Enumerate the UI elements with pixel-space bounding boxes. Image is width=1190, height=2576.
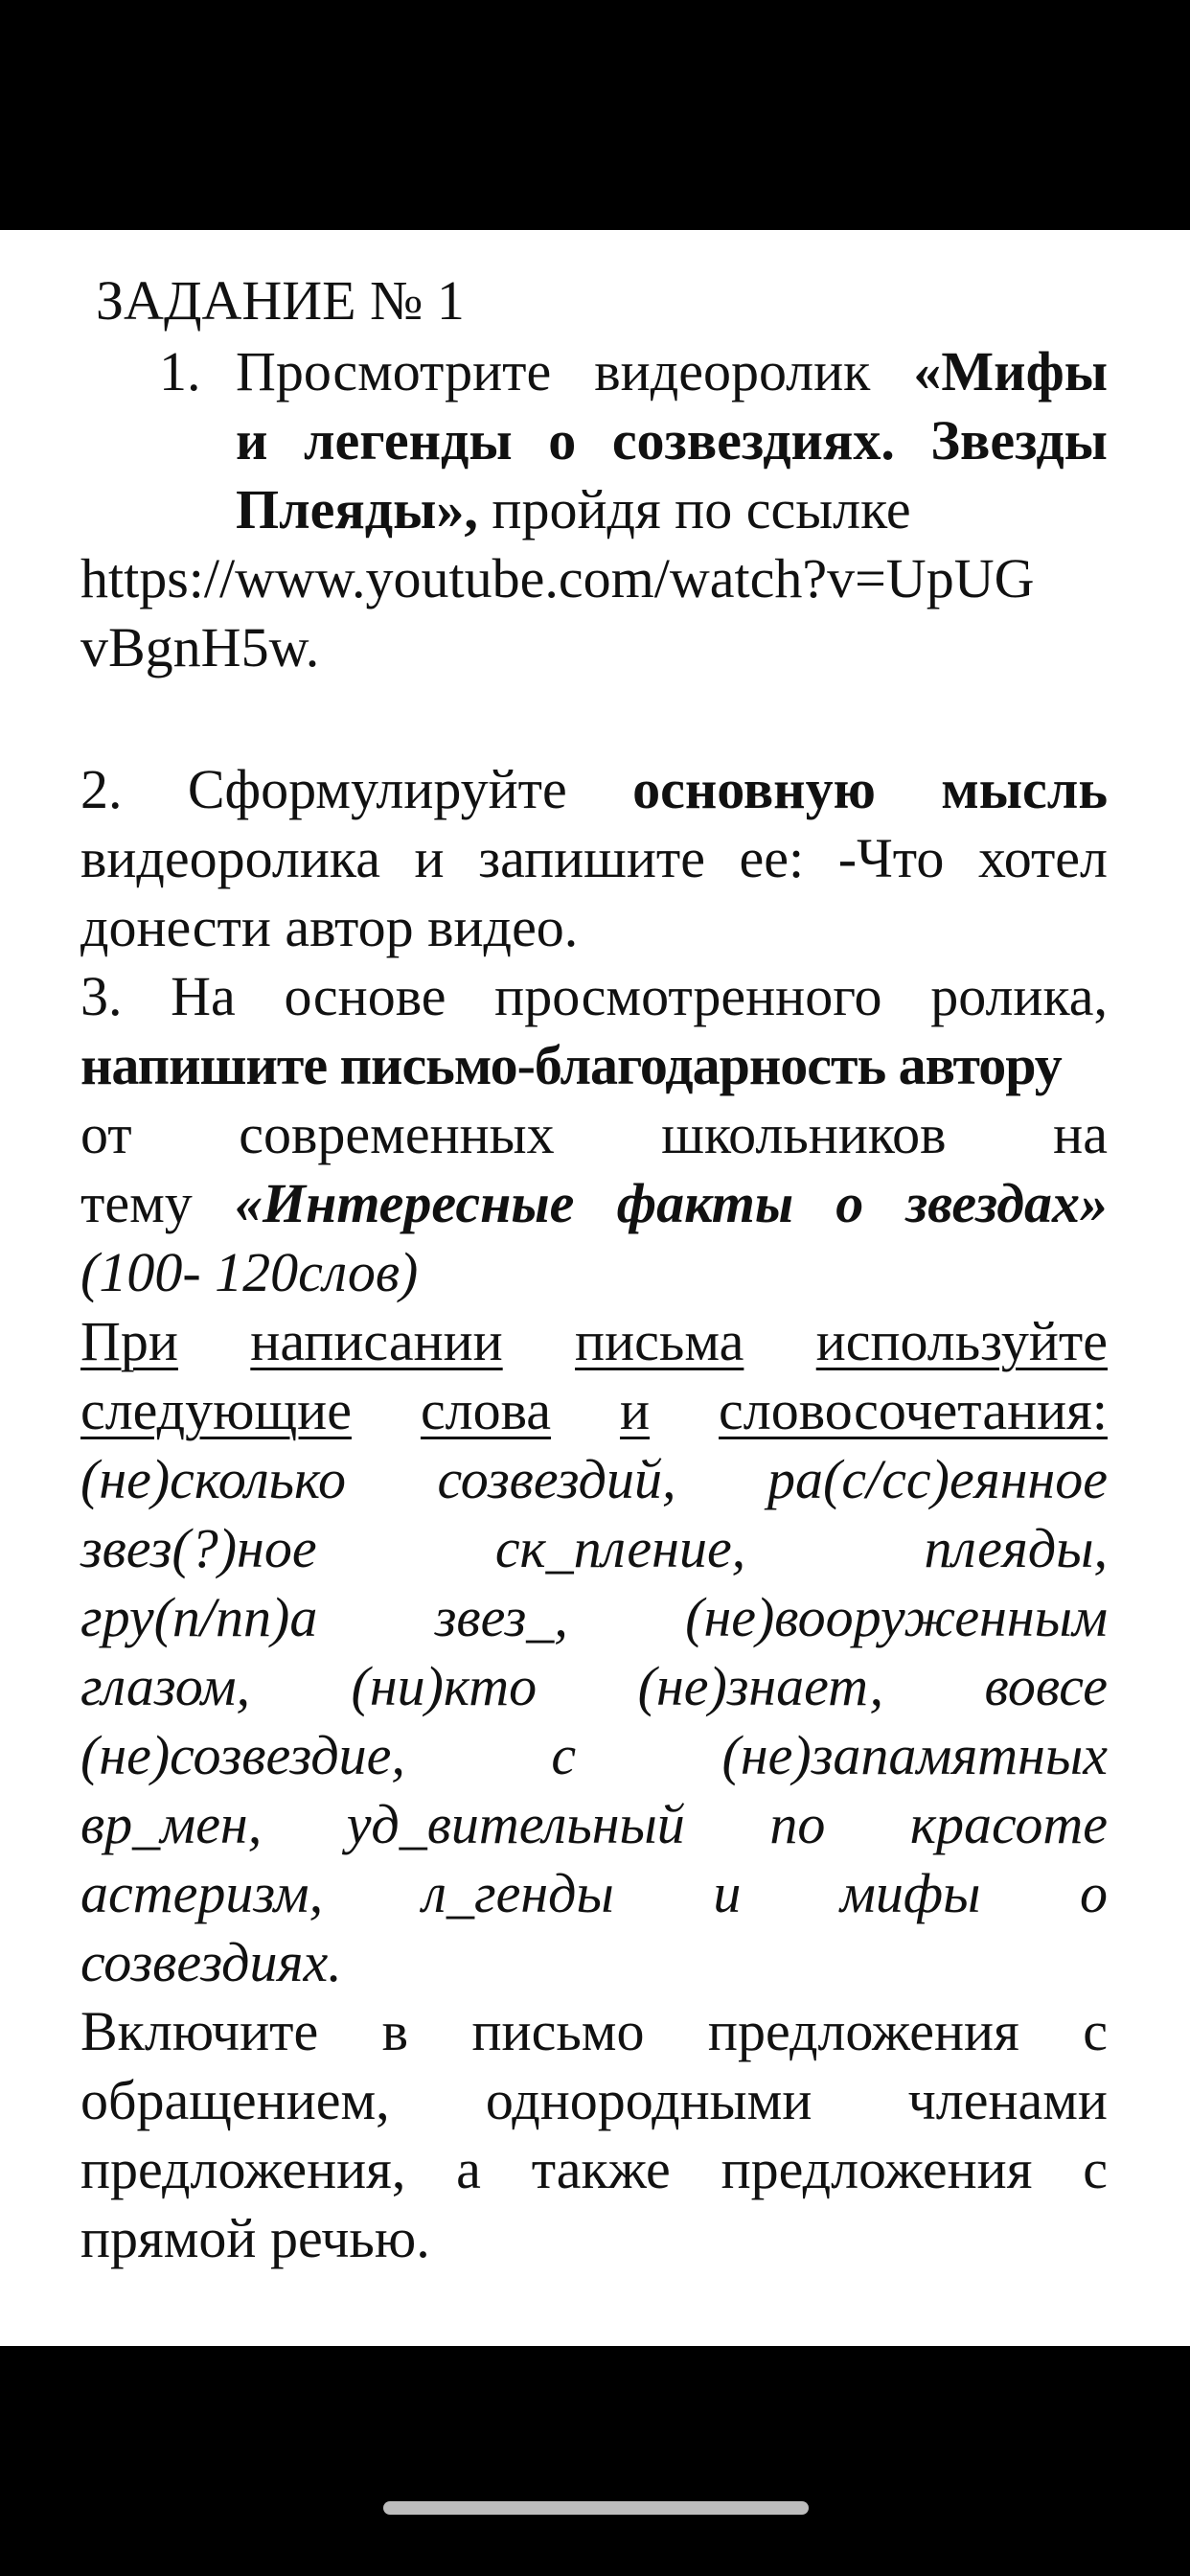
- task3-line-4: тему «Интересные факты о звездах»: [80, 1172, 1108, 1234]
- word-list-line-8: созвездиях.: [80, 1931, 342, 1993]
- task1-number: 1.: [159, 340, 201, 402]
- heading-text: ЗАДАНИЕ № 1: [96, 269, 465, 332]
- task1-line-2: и легенды о созвездиях. Звезды: [236, 409, 1108, 472]
- task2-line-2: видеоролика и запишите ее: -Что хотел: [80, 827, 1108, 889]
- task1-line-1: Просмотрите видеоролик «Мифы: [236, 340, 1108, 402]
- task3-word-count: (100- 120слов): [80, 1241, 419, 1303]
- closing-line-2: обращением, однородными членами: [80, 2069, 1108, 2131]
- word-list-line-5: (не)созвездие, с (не)запамятных: [80, 1724, 1108, 1786]
- document-page: [0, 230, 1190, 2346]
- home-indicator[interactable]: [383, 2501, 809, 2515]
- word-list-line-2: звез(?)ное ск_пление, плеяды,: [80, 1517, 1108, 1579]
- video-link[interactable]: https://www.youtube.com/watch?v=UpUG: [80, 547, 1035, 610]
- task2-line-1: 2. Сформулируйте основную мысль: [80, 758, 1108, 820]
- task1-line-3: Плеяды», пройдя по ссылке: [236, 478, 911, 540]
- assignment-heading: [96, 266, 465, 335]
- closing-line-1: Включите в письмо предложения с: [80, 2000, 1108, 2062]
- closing-line-4: прямой речью.: [80, 2207, 430, 2269]
- instructions-line-1: При написании письма используйте: [80, 1310, 1108, 1372]
- word-list-line-4: глазом, (ни)кто (не)знает, вовсе: [80, 1655, 1108, 1717]
- task2-line-3: донести автор видео.: [80, 896, 579, 958]
- word-list-line-7: астеризм, л_генды и мифы о: [80, 1862, 1108, 1924]
- word-list-line-3: гру(п/пп)а звез_, (не)вооруженным: [80, 1586, 1108, 1648]
- word-list-line-6: вр_мен, уд_вительный по красоте: [80, 1793, 1108, 1855]
- instructions-line-2: следующие слова и словосочетания:: [80, 1379, 1108, 1441]
- closing-line-3: предложения, а также предложения с: [80, 2138, 1108, 2200]
- top-black-bar: [0, 0, 1190, 230]
- task3-line-3: от современных школьников на: [80, 1103, 1108, 1165]
- task3-line-2: напишите письмо-благодарность автору: [80, 1034, 1062, 1096]
- video-link-continued[interactable]: vBgnH5w.: [80, 616, 320, 678]
- task3-line-1: 3. На основе просмотренного ролика,: [80, 965, 1108, 1027]
- bottom-black-bar: [0, 2346, 1190, 2576]
- word-list-line-1: (не)сколько созвездий, ра(с/сс)еянное: [80, 1448, 1108, 1510]
